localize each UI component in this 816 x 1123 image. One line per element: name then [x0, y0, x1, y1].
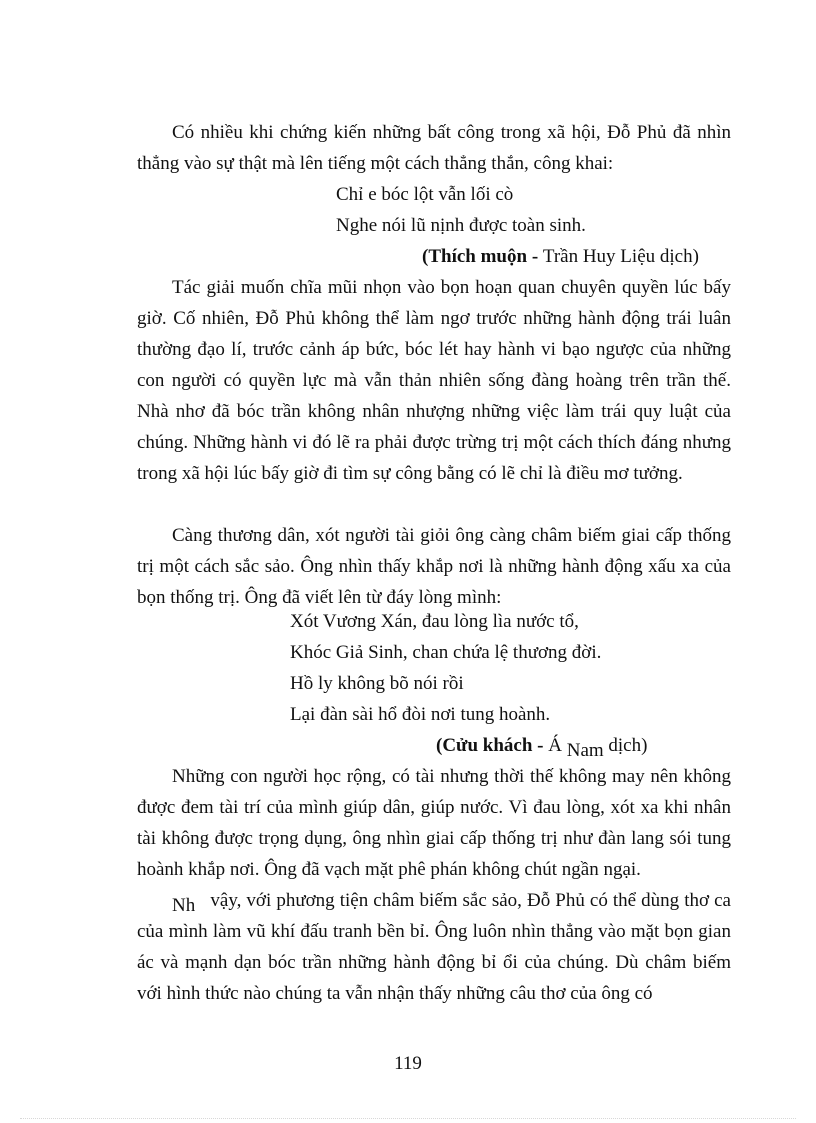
- verse-line: Hồ ly không bõ nói rồi: [290, 673, 464, 694]
- verse-block-1: [336, 179, 586, 241]
- paragraph-3: Càng thương dân, xót người tài giỏi ông càng châm biếm giai cấp thống trị một cách sắc sảo. Ông nhìn thấy khắp nơi là những hành động xấu xa của bọn thống trị. Ông đã viết lên từ đáy lòng mình:: [137, 525, 731, 608]
- page-bottom-border: [20, 1118, 796, 1119]
- paragraph-4: Những con người học rộng, có tài nhưng thời thế không may nên không được đem tài trí của mình giúp dân, giúp nước. Vì đau lòng, xót xa khi nhân tài không được trọng dụng, ông nhìn giai cấp thống trị như đàn lang sói tung hoành khắp nơi. Ông đã vạch mặt phê phán không chút ngần ngại.: [137, 766, 731, 880]
- verse-block-2: [290, 606, 601, 730]
- verse-line: Nghe nói lũ nịnh được toàn sinh.: [336, 215, 586, 236]
- page-number: 119: [394, 1053, 422, 1074]
- paragraph-1: Có nhiều khi chứng kiến những bất công trong xã hội, Đỗ Phủ đã nhìn thẳng vào sự thật mà lên tiếng một cách thẳng thắn, công khai:: [137, 122, 731, 174]
- paragraph-2: Tác giải muốn chĩa mũi nhọn vào bọn hoạn quan chuyên quyền lúc bấy giờ. Cố nhiên, Đỗ Phủ không thể làm ngơ trước những hành động trái luân thường đạo lí, trước cảnh áp bức, bóc lét hay hành vi bạo ngược của những con người có quyền lực mà vẫn thản nhiên sống đàng hoàng trên trần thế. Nhà nhơ đã bóc trần không nhân nhượng những việc làm trái quy luật của chúng. Những hành vi đó lẽ ra phải được trừng trị một cách thích đáng nhưng trong xã hội lúc bấy giờ đi tìm sự công bằng có lẽ chỉ là điều mơ tưởng.: [137, 277, 731, 484]
- verse-line: Khóc Giả Sinh, chan chứa lệ thương đời.: [290, 642, 602, 663]
- citation-1: (Thích muộn - Trần Huy Liệu dịch): [422, 246, 699, 267]
- citation-2: (Cửu khách - Á Nam dịch): [436, 735, 648, 761]
- verse-line: Chỉ e bóc lột vẫn lối cò: [336, 184, 514, 205]
- verse-line: Lại đàn sài hổ đòi nơi tung hoành.: [290, 704, 551, 725]
- paragraph-5: Nh vậy, với phương tiện châm biếm sắc sảo, Đỗ Phủ có thể dùng thơ ca của mình làm vũ khí đấu tranh bền bỉ. Ông luôn nhìn thẳng vào mặt bọn gian ác và mạnh dạn bóc trần những hành động bỉ ổi của chúng. Dù châm biếm với hình thức nào chúng ta vẫn nhận thấy những câu thơ của ông có: [137, 890, 731, 1004]
- verse-line: Xót Vương Xán, đau lòng lìa nước tổ,: [290, 611, 579, 632]
